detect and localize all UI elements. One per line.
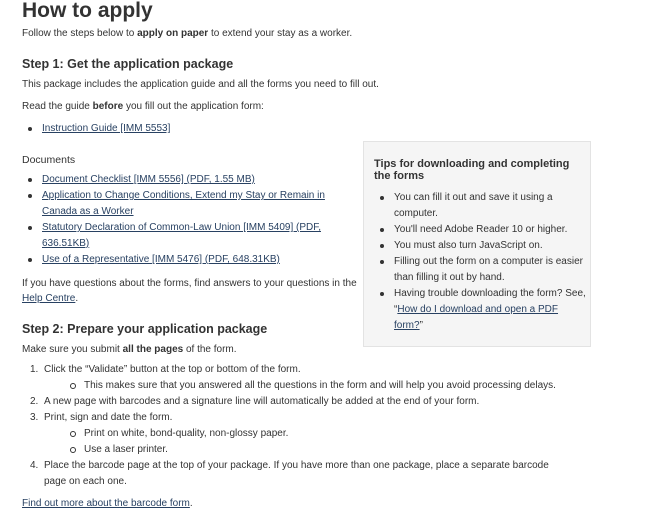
list-item <box>22 220 347 252</box>
sub-list <box>44 378 642 394</box>
step-number: 3. <box>30 412 39 423</box>
list-item <box>22 172 347 188</box>
list-item <box>22 252 347 268</box>
step2-heading: Step 2: Prepare your application package <box>22 322 268 336</box>
step-text: Place the barcode page at the top of your package. If you have more than one package, place a separate barcode page on each one. <box>44 460 549 487</box>
sub-item: Print on white, bond-quality, non-glossy paper. <box>44 426 642 442</box>
step-item <box>22 458 642 490</box>
list-item <box>374 286 588 334</box>
tips-heading: Tips for downloading and completing the forms <box>374 158 570 182</box>
sub-list <box>44 426 642 458</box>
package-text: This package includes the application guide and all the forms you need to fill out. <box>22 79 379 90</box>
step-number: 2. <box>30 396 39 407</box>
read-guide-text <box>22 100 642 114</box>
list-item: Filling out the form on a computer is easier than filling it out by hand. <box>374 254 588 286</box>
page-title: How to apply <box>22 0 153 22</box>
document-checklist-link[interactable]: Document Checklist [IMM 5556] (PDF, 1.55 MB) <box>42 174 255 185</box>
statutory-declaration-link[interactable]: Statutory Declaration of Common-Law Union [IMM 5409] (PDF, 636.51KB) <box>42 222 321 249</box>
read-guide-bold: before <box>92 101 124 112</box>
submit-before: Make sure you submit <box>22 344 123 355</box>
step-item <box>22 362 642 394</box>
download-pdf-help-link[interactable]: How do I download and open a PDF form? <box>394 304 559 331</box>
documents-list <box>22 172 347 268</box>
step-item <box>22 410 642 458</box>
step-text: Click the “Validate” button at the top or bottom of the form. <box>44 364 301 375</box>
intro-after: to extend your stay as a worker. <box>208 28 353 39</box>
list-item: You'll need Adobe Reader 10 or higher. <box>374 222 588 238</box>
step-item <box>22 394 642 410</box>
application-change-conditions-link[interactable]: Application to Change Conditions, Extend my Stay or Remain in Canada as a Worker <box>42 190 325 217</box>
trouble-end: ” <box>419 320 423 331</box>
step1-heading: Step 1: Get the application package <box>22 57 234 71</box>
barcode-form-link[interactable]: Find out more about the barcode form <box>22 498 190 509</box>
intro-bold: apply on paper <box>137 28 209 39</box>
guide-list <box>22 121 342 137</box>
intro-before: Follow the steps below to <box>22 28 138 39</box>
step-text: Print, sign and date the form. <box>44 412 173 423</box>
submit-after: of the form. <box>183 344 237 355</box>
barcode-text <box>22 497 193 511</box>
tips-list <box>374 190 588 334</box>
help-before: If you have questions about the forms, find answers to your questions in the <box>22 278 357 289</box>
submit-text <box>22 343 642 357</box>
read-guide-before: Read the guide <box>22 101 93 112</box>
sub-item: Use a laser printer. <box>44 442 642 458</box>
trouble-text: Having trouble downloading the form? See, “ <box>394 288 586 315</box>
step-number: 4. <box>30 460 39 471</box>
instruction-guide-link[interactable]: Instruction Guide [IMM 5553] <box>42 123 171 134</box>
list-item <box>22 121 342 137</box>
read-guide-after: you fill out the application form: <box>123 101 264 112</box>
submit-bold: all the pages <box>122 344 184 355</box>
list-item: You can fill it out and save it using a computer. <box>374 190 588 222</box>
step-number: 1. <box>30 364 39 375</box>
step-text: A new page with barcodes and a signature line will automatically be added at the end of your form. <box>44 396 480 407</box>
help-text <box>22 276 360 306</box>
list-item: You must also turn JavaScript on. <box>374 238 588 254</box>
help-after: . <box>75 293 79 304</box>
intro-text <box>22 27 642 41</box>
barcode-end: . <box>189 498 193 509</box>
help-centre-link[interactable]: Help Centre <box>22 293 76 304</box>
steps-list <box>22 362 642 490</box>
documents-heading: Documents <box>22 154 76 166</box>
list-item <box>22 188 347 220</box>
sub-item: This makes sure that you answered all the questions in the form and will help you avoid processing delays. <box>44 378 642 394</box>
tips-panel <box>363 141 591 347</box>
use-of-representative-link[interactable]: Use of a Representative [IMM 5476] (PDF, 648.31KB) <box>42 254 280 265</box>
